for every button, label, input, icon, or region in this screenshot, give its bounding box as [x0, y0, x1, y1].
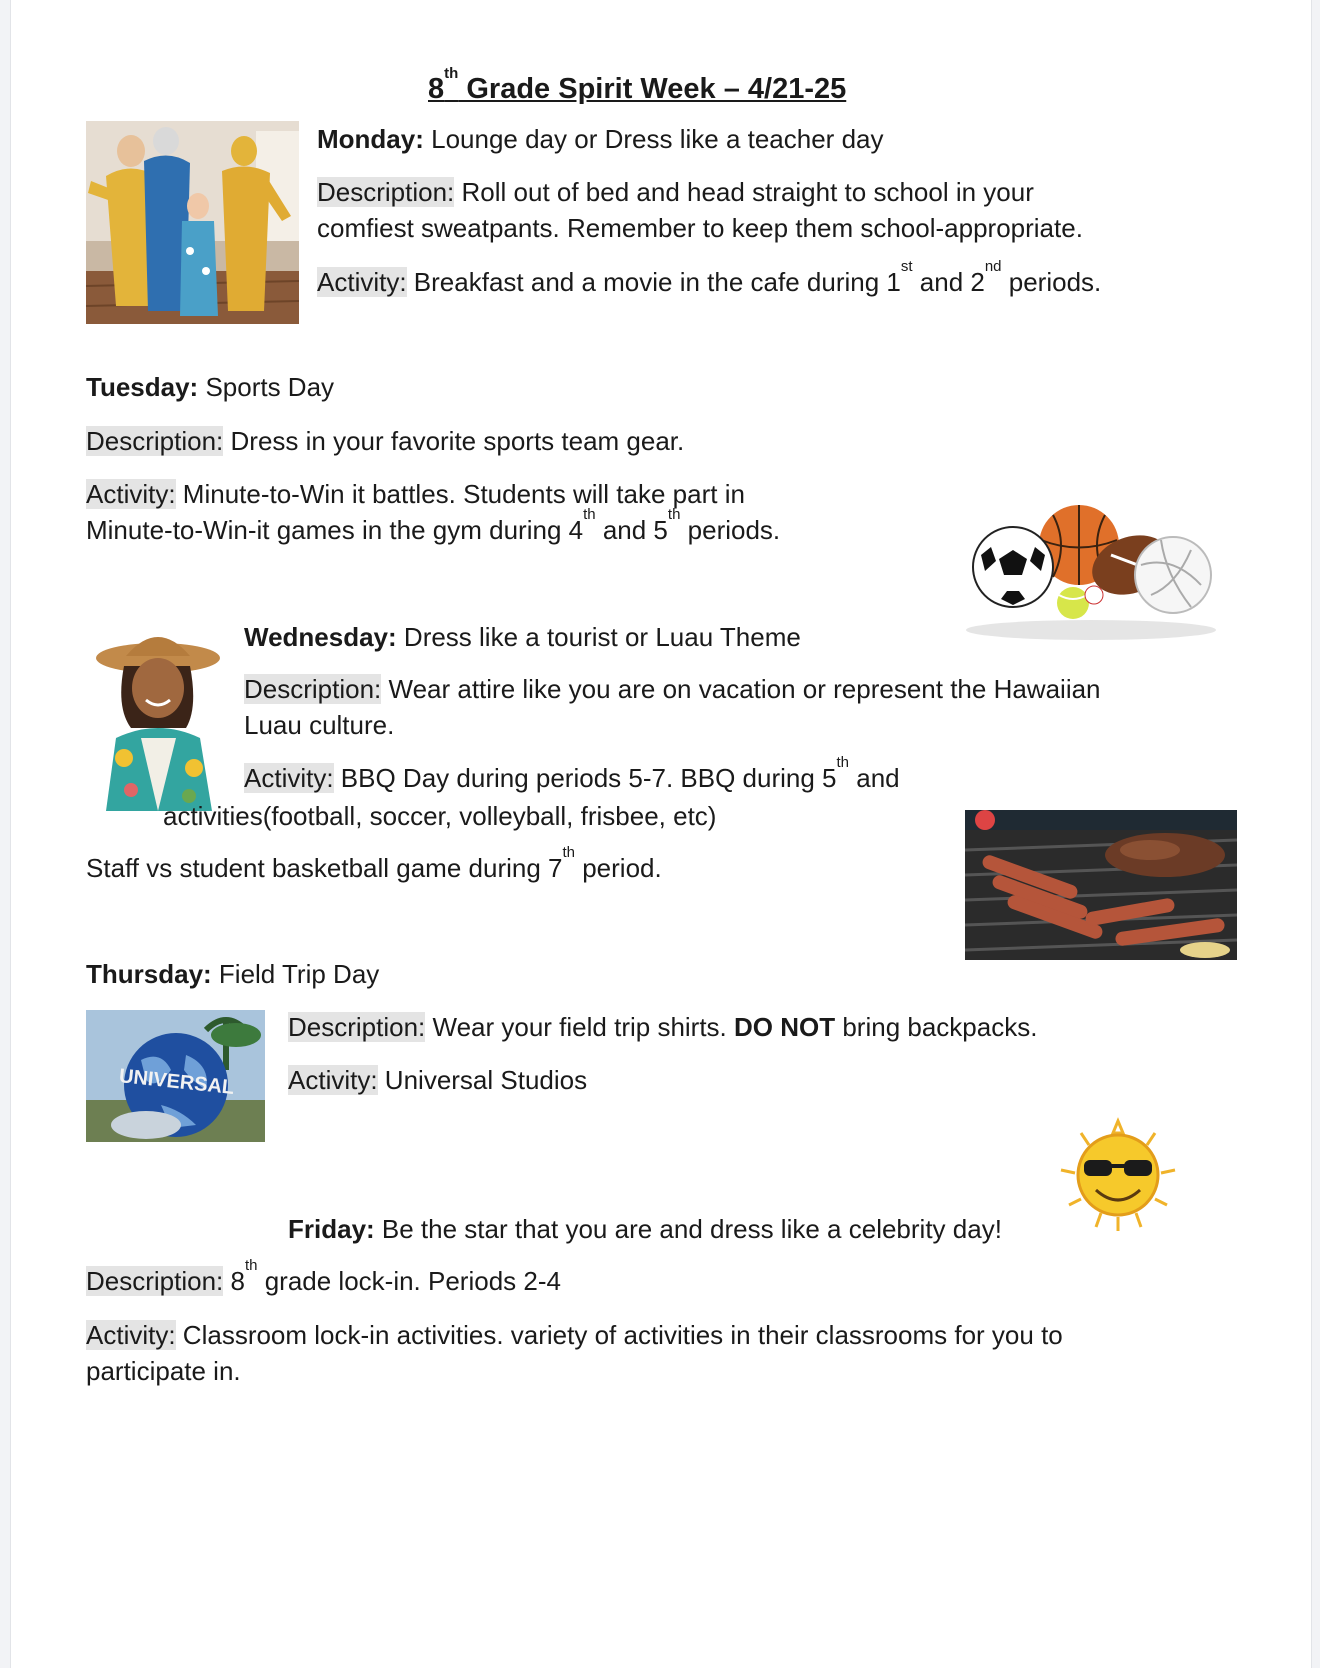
friday-description: Description: 8th grade lock-in. Periods 2-4: [86, 1257, 561, 1296]
pajama-photo: [86, 121, 299, 324]
wednesday-description-line2: Luau culture.: [244, 710, 395, 740]
thursday-activity: Activity: Universal Studios: [288, 1065, 588, 1095]
wednesday-activity: Activity: BBQ Day during periods 5-7. BBQ during 5th and: [244, 754, 900, 793]
friday-activity: Activity: Classroom lock-in activities. variety of activities in their classrooms for you to: [86, 1320, 1063, 1350]
universal-globe-image: [86, 1010, 265, 1142]
thursday-heading: Thursday: Field Trip Day: [86, 959, 380, 989]
friday-heading: Friday: Be the star that you are and dress like a celebrity day!: [288, 1214, 1002, 1244]
tuesday-activity: Activity: Minute-to-Win it battles. Students will take part in: [86, 479, 745, 509]
monday-heading: Monday: Lounge day or Dress like a teacher day: [317, 124, 884, 154]
tuesday-description: Description: Dress in your favorite sports team gear.: [86, 426, 685, 456]
wednesday-description: Description: Wear attire like you are on vacation or represent the Hawaiian: [244, 674, 1101, 704]
page-title: 8th Grade Spirit Week – 4/21-25: [428, 65, 847, 105]
flyer-page: [10, 0, 1312, 1668]
tuesday-heading: Tuesday: Sports Day: [86, 372, 335, 402]
wednesday-heading: Wednesday: Dress like a tourist or Luau Theme: [244, 622, 801, 652]
wednesday-activity-line2: activities(football, soccer, volleyball, frisbee, etc): [163, 801, 717, 831]
sun-sunglasses-icon: [1051, 1115, 1186, 1235]
monday-description: Description: Roll out of bed and head straight to school in your: [317, 177, 1034, 207]
tuesday-activity-line2: Minute-to-Win-it games in the gym during 4th and 5th periods.: [86, 506, 781, 545]
tourist-image: [86, 618, 236, 811]
bbq-grill-image: [965, 810, 1237, 960]
wednesday-activity-line3: Staff vs student basketball game during 7th period.: [86, 844, 662, 883]
svg-text:UNIVERSAL: UNIVERSAL: [118, 1065, 236, 1100]
monday-description-line2: comfiest sweatpants. Remember to keep them school-appropriate.: [317, 213, 1083, 243]
thursday-description: Description: Wear your field trip shirts. DO NOT bring backpacks.: [288, 1012, 1038, 1042]
monday-activity: Activity: Breakfast and a movie in the cafe during 1st and 2nd periods.: [317, 258, 1102, 297]
sports-balls-image: [961, 495, 1221, 645]
friday-activity-line2: participate in.: [86, 1356, 241, 1386]
